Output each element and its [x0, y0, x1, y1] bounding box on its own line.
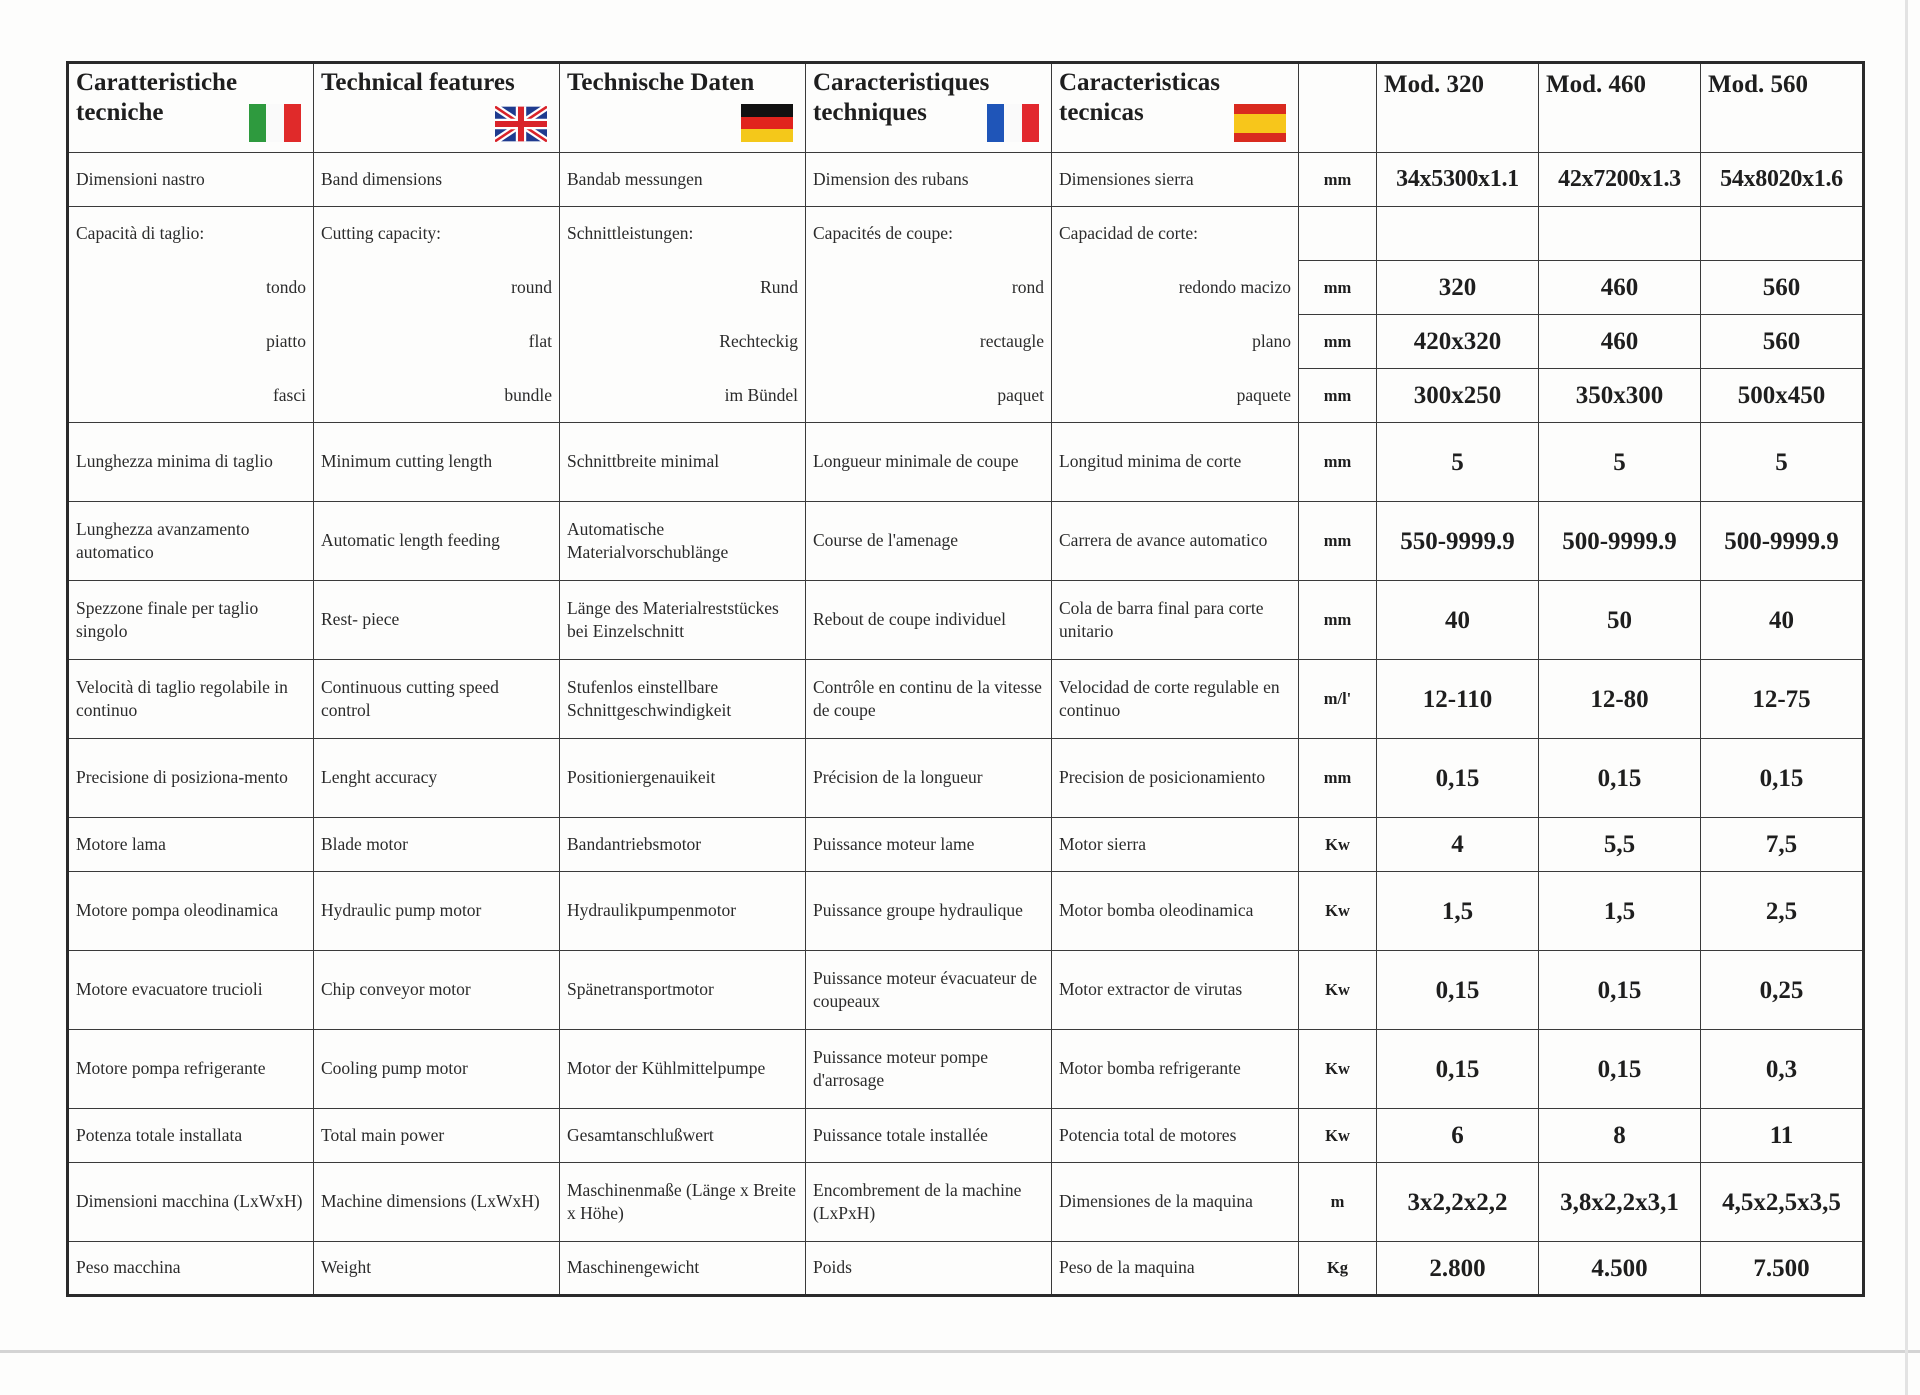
- label-es: Motor bomba oleodinamica: [1052, 872, 1299, 951]
- unit: mm: [1299, 261, 1377, 315]
- label-it: fasci: [68, 369, 314, 423]
- unit: mm: [1299, 153, 1377, 207]
- label-de: im Bündel: [560, 369, 806, 423]
- label-de: Automatische Materialvorschublänge: [560, 502, 806, 581]
- header-title-it: Caratteristiche tecniche: [76, 69, 238, 126]
- label-en: Hydraulic pump motor: [314, 872, 560, 951]
- header-col-es: [1052, 63, 1299, 153]
- label-fr: Capacités de coupe:: [806, 207, 1052, 261]
- value-mod-460: 5,5: [1539, 818, 1701, 872]
- value-mod-560: 7,5: [1701, 818, 1864, 872]
- unit: Kg: [1299, 1242, 1377, 1296]
- value-mod-460: 3,8x2,2x3,1: [1539, 1163, 1701, 1242]
- label-de: Maschinengewicht: [560, 1242, 806, 1296]
- unit: Kw: [1299, 1109, 1377, 1163]
- page-right-edge: [1905, 0, 1908, 1395]
- row-blade-motor: [68, 818, 1864, 872]
- label-fr: Course de l'amenage: [806, 502, 1052, 581]
- row-bundle: [68, 369, 1864, 423]
- header-title-fr: Caracteristiques techniques: [813, 69, 990, 126]
- header-col-en: [314, 63, 560, 153]
- unit: Kw: [1299, 818, 1377, 872]
- unit: mm: [1299, 369, 1377, 423]
- header-title-de: Technische Daten: [567, 69, 755, 96]
- label-en: Rest- piece: [314, 581, 560, 660]
- value-mod-560: 40: [1701, 581, 1864, 660]
- label-it: Dimensioni nastro: [68, 153, 314, 207]
- label-en: Machine dimensions (LxWxH): [314, 1163, 560, 1242]
- label-en: Automatic length feeding: [314, 502, 560, 581]
- label-it: Velocità di taglio regolabile in continuo: [68, 660, 314, 739]
- row-length-accuracy: [68, 739, 1864, 818]
- label-es: Precision de posicionamiento: [1052, 739, 1299, 818]
- uk-flag-icon: [495, 106, 547, 142]
- value-mod-320: 0,15: [1377, 1030, 1539, 1109]
- unit: mm: [1299, 581, 1377, 660]
- label-en: Lenght accuracy: [314, 739, 560, 818]
- label-it: Capacità di taglio:: [68, 207, 314, 261]
- label-es: Peso de la maquina: [1052, 1242, 1299, 1296]
- label-fr: rectaugle: [806, 315, 1052, 369]
- label-fr: Précision de la longueur: [806, 739, 1052, 818]
- unit: mm: [1299, 423, 1377, 502]
- value-mod-560: 4,5x2,5x3,5: [1701, 1163, 1864, 1242]
- label-de: Länge des Materialreststückes bei Einzelschnitt: [560, 581, 806, 660]
- spain-flag-icon: [1234, 104, 1286, 142]
- header-col-fr: [806, 63, 1052, 153]
- label-de: Gesamtanschlußwert: [560, 1109, 806, 1163]
- label-fr: Encombrement de la machine (LxPxH): [806, 1163, 1052, 1242]
- label-en: Total main power: [314, 1109, 560, 1163]
- value-mod-460: 0,15: [1539, 739, 1701, 818]
- header-title-es: Caracteristicas tecnicas: [1059, 69, 1221, 126]
- value-mod-460: 350x300: [1539, 369, 1701, 423]
- label-en: Cooling pump motor: [314, 1030, 560, 1109]
- row-rest-piece: [68, 581, 1864, 660]
- label-en: bundle: [314, 369, 560, 423]
- value-mod-560: 12-75: [1701, 660, 1864, 739]
- label-es: plano: [1052, 315, 1299, 369]
- italy-flag-icon: [249, 104, 301, 142]
- page-edge-line: [0, 1350, 1920, 1353]
- model-560-header: Mod. 560: [1701, 63, 1864, 153]
- label-en: flat: [314, 315, 560, 369]
- label-fr: Puissance moteur évacuateur de coupeaux: [806, 951, 1052, 1030]
- row-automatic-feeding: [68, 502, 1864, 581]
- value-mod-320: 34x5300x1.1: [1377, 153, 1539, 207]
- value-mod-560: 0,3: [1701, 1030, 1864, 1109]
- label-it: Motore evacuatore trucioli: [68, 951, 314, 1030]
- label-en: Minimum cutting length: [314, 423, 560, 502]
- spec-sheet: [66, 61, 1862, 1289]
- label-es: Velocidad de corte regulable en continuo: [1052, 660, 1299, 739]
- label-fr: Poids: [806, 1242, 1052, 1296]
- label-fr: Puissance groupe hydraulique: [806, 872, 1052, 951]
- value-mod-460: 42x7200x1.3: [1539, 153, 1701, 207]
- label-en: Blade motor: [314, 818, 560, 872]
- value-mod-560: 560: [1701, 261, 1864, 315]
- label-it: piatto: [68, 315, 314, 369]
- value-mod-320: 0,15: [1377, 951, 1539, 1030]
- label-fr: Puissance moteur lame: [806, 818, 1052, 872]
- label-it: Peso macchina: [68, 1242, 314, 1296]
- value-mod-560: 560: [1701, 315, 1864, 369]
- technical-features-table: [66, 61, 1865, 1297]
- row-total-power: [68, 1109, 1864, 1163]
- value-mod-460: 460: [1539, 261, 1701, 315]
- row-cooling-pump-motor: [68, 1030, 1864, 1109]
- value-blank: [1701, 207, 1864, 261]
- value-mod-460: 460: [1539, 315, 1701, 369]
- label-fr: rond: [806, 261, 1052, 315]
- value-mod-560: 11: [1701, 1109, 1864, 1163]
- label-it: Motore pompa refrigerante: [68, 1030, 314, 1109]
- value-mod-560: 7.500: [1701, 1242, 1864, 1296]
- value-mod-320: 6: [1377, 1109, 1539, 1163]
- label-en: Weight: [314, 1242, 560, 1296]
- label-fr: Contrôle en continu de la vitesse de coupe: [806, 660, 1052, 739]
- label-es: Potencia total de motores: [1052, 1109, 1299, 1163]
- label-de: Rechteckig: [560, 315, 806, 369]
- label-fr: Puissance moteur pompe d'arrosage: [806, 1030, 1052, 1109]
- label-es: Carrera de avance automatico: [1052, 502, 1299, 581]
- value-mod-320: 550-9999.9: [1377, 502, 1539, 581]
- unit: Kw: [1299, 872, 1377, 951]
- header-col-de: [560, 63, 806, 153]
- label-en: Cutting capacity:: [314, 207, 560, 261]
- value-blank: [1539, 207, 1701, 261]
- value-mod-320: 3x2,2x2,2: [1377, 1163, 1539, 1242]
- value-mod-320: 4: [1377, 818, 1539, 872]
- unit-blank: [1299, 207, 1377, 261]
- value-mod-460: 50: [1539, 581, 1701, 660]
- label-en: Continuous cutting speed control: [314, 660, 560, 739]
- value-mod-560: 54x8020x1.6: [1701, 153, 1864, 207]
- germany-flag-icon: [741, 104, 793, 142]
- label-en: round: [314, 261, 560, 315]
- label-it: Spezzone finale per taglio singolo: [68, 581, 314, 660]
- row-chip-conveyor-motor: [68, 951, 1864, 1030]
- label-es: Longitud minima de corte: [1052, 423, 1299, 502]
- label-de: Bandantriebsmotor: [560, 818, 806, 872]
- label-es: Dimensiones de la maquina: [1052, 1163, 1299, 1242]
- value-mod-320: 300x250: [1377, 369, 1539, 423]
- label-de: Stufenlos einstellbare Schnittgeschwindigkeit: [560, 660, 806, 739]
- label-de: Schnittbreite minimal: [560, 423, 806, 502]
- label-de: Maschinenmaße (Länge x Breite x Höhe): [560, 1163, 806, 1242]
- france-flag-icon: [987, 104, 1039, 142]
- label-de: Rund: [560, 261, 806, 315]
- row-cutting-capacity: [68, 207, 1864, 261]
- row-min-cutting-length: [68, 423, 1864, 502]
- value-mod-460: 12-80: [1539, 660, 1701, 739]
- model-460-header: Mod. 460: [1539, 63, 1701, 153]
- label-de: Spänetransportmotor: [560, 951, 806, 1030]
- value-mod-560: 5: [1701, 423, 1864, 502]
- value-mod-320: 1,5: [1377, 872, 1539, 951]
- value-mod-560: 500-9999.9: [1701, 502, 1864, 581]
- label-fr: Rebout de coupe individuel: [806, 581, 1052, 660]
- label-fr: Longueur minimale de coupe: [806, 423, 1052, 502]
- label-es: Motor bomba refrigerante: [1052, 1030, 1299, 1109]
- unit: mm: [1299, 502, 1377, 581]
- label-it: Motore lama: [68, 818, 314, 872]
- value-mod-320: 420x320: [1377, 315, 1539, 369]
- value-mod-460: 0,15: [1539, 1030, 1701, 1109]
- header-unit-blank: [1299, 63, 1377, 153]
- value-mod-320: 320: [1377, 261, 1539, 315]
- label-it: Lunghezza avanzamento automatico: [68, 502, 314, 581]
- value-mod-560: 0,25: [1701, 951, 1864, 1030]
- value-mod-560: 500x450: [1701, 369, 1864, 423]
- row-machine-dimensions: [68, 1163, 1864, 1242]
- label-es: redondo macizo: [1052, 261, 1299, 315]
- label-it: tondo: [68, 261, 314, 315]
- label-es: Capacidad de corte:: [1052, 207, 1299, 261]
- label-it: Precisione di posiziona-mento: [68, 739, 314, 818]
- label-fr: paquet: [806, 369, 1052, 423]
- value-mod-460: 0,15: [1539, 951, 1701, 1030]
- value-blank: [1377, 207, 1539, 261]
- label-it: Motore pompa oleodinamica: [68, 872, 314, 951]
- row-flat: [68, 315, 1864, 369]
- row-hydraulic-pump-motor: [68, 872, 1864, 951]
- label-it: Potenza totale installata: [68, 1109, 314, 1163]
- header-title-en: Technical features: [321, 69, 515, 96]
- value-mod-460: 8: [1539, 1109, 1701, 1163]
- label-de: Motor der Kühlmittelpumpe: [560, 1030, 806, 1109]
- label-it: Lunghezza minima di taglio: [68, 423, 314, 502]
- label-de: Schnittleistungen:: [560, 207, 806, 261]
- row-round: [68, 261, 1864, 315]
- value-mod-320: 12-110: [1377, 660, 1539, 739]
- unit: Kw: [1299, 951, 1377, 1030]
- label-es: Motor extractor de virutas: [1052, 951, 1299, 1030]
- unit: m/l': [1299, 660, 1377, 739]
- label-fr: Dimension des rubans: [806, 153, 1052, 207]
- header-col-it: [68, 63, 314, 153]
- unit: Kw: [1299, 1030, 1377, 1109]
- row-cutting-speed: [68, 660, 1864, 739]
- header-row: [68, 63, 1864, 153]
- value-mod-460: 1,5: [1539, 872, 1701, 951]
- value-mod-320: 5: [1377, 423, 1539, 502]
- value-mod-460: 5: [1539, 423, 1701, 502]
- value-mod-460: 500-9999.9: [1539, 502, 1701, 581]
- label-es: Motor sierra: [1052, 818, 1299, 872]
- value-mod-320: 0,15: [1377, 739, 1539, 818]
- label-es: Dimensiones sierra: [1052, 153, 1299, 207]
- value-mod-320: 40: [1377, 581, 1539, 660]
- label-fr: Puissance totale installée: [806, 1109, 1052, 1163]
- label-de: Bandab messungen: [560, 153, 806, 207]
- unit: mm: [1299, 315, 1377, 369]
- unit: mm: [1299, 739, 1377, 818]
- unit: m: [1299, 1163, 1377, 1242]
- label-es: Cola de barra final para corte unitario: [1052, 581, 1299, 660]
- label-es: paquete: [1052, 369, 1299, 423]
- model-320-header: Mod. 320: [1377, 63, 1539, 153]
- label-de: Hydraulikpumpenmotor: [560, 872, 806, 951]
- row-band-dimensions: [68, 153, 1864, 207]
- value-mod-460: 4.500: [1539, 1242, 1701, 1296]
- label-en: Chip conveyor motor: [314, 951, 560, 1030]
- label-de: Positioniergenauikeit: [560, 739, 806, 818]
- value-mod-560: 2,5: [1701, 872, 1864, 951]
- row-weight: [68, 1242, 1864, 1296]
- label-en: Band dimensions: [314, 153, 560, 207]
- label-it: Dimensioni macchina (LxWxH): [68, 1163, 314, 1242]
- value-mod-560: 0,15: [1701, 739, 1864, 818]
- value-mod-320: 2.800: [1377, 1242, 1539, 1296]
